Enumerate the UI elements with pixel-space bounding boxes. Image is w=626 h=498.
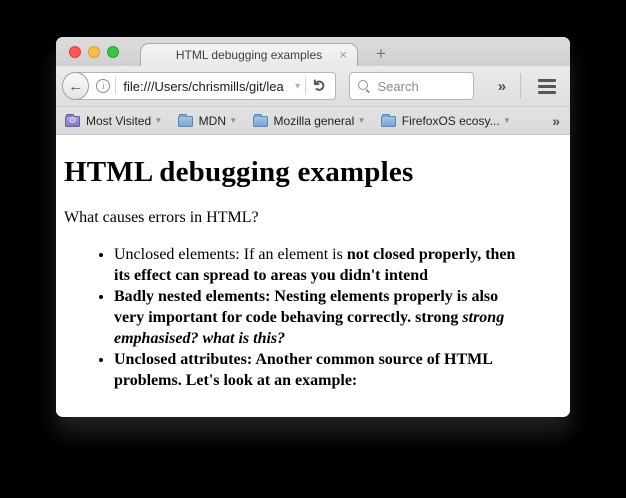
reload-icon[interactable]: ↻	[312, 78, 330, 93]
window-controls	[69, 46, 119, 58]
tab-bar	[56, 37, 570, 66]
bookmark-label: FirefoxOS ecosy...	[401, 113, 500, 128]
bookmarks-overflow-button[interactable]: »	[552, 112, 558, 129]
bookmark-label: Most Visited	[86, 113, 152, 128]
minimize-window-button[interactable]	[88, 46, 100, 58]
navigation-toolbar	[56, 66, 570, 107]
bookmark-most-visited[interactable]	[65, 114, 161, 128]
chevron-down-icon: ▾	[359, 115, 364, 125]
list-item-bold-text: Unclosed attributes: Another common source of HTML problems. Let's look at an example:	[114, 351, 493, 389]
toolbar-overflow-button[interactable]: »	[497, 77, 505, 95]
intro-paragraph: What causes errors in HTML?	[64, 209, 259, 226]
list-item-bold-italic-text: strong emphasised? what is this?	[114, 309, 505, 347]
list-item-text: Unclosed elements: If an element is	[114, 246, 347, 263]
close-window-button[interactable]	[69, 46, 81, 58]
smart-folder-icon	[65, 116, 80, 127]
back-arrow-icon: ←	[68, 77, 84, 95]
menu-icon[interactable]	[521, 79, 562, 94]
search-icon	[358, 80, 371, 93]
page-content	[56, 135, 570, 416]
tab-title: HTML debugging examples	[175, 48, 323, 62]
list-item-bold-text: Badly nested elements: Nesting elements properly is also very important for code behaving correctly. strong	[114, 288, 499, 326]
search-input[interactable]	[349, 72, 474, 100]
chevron-down-icon: ▾	[504, 115, 510, 125]
zoom-window-button[interactable]	[107, 46, 119, 58]
address-bar[interactable]	[75, 72, 335, 100]
bookmark-mozilla-general[interactable]	[253, 114, 364, 128]
folder-icon	[381, 116, 396, 127]
chevron-down-icon: ▾	[156, 115, 161, 125]
new-tab-button[interactable]: +	[376, 44, 386, 63]
bookmark-mdn[interactable]	[178, 114, 236, 128]
url-text[interactable]: file:///Users/chrismills/git/lea	[123, 78, 284, 94]
search-placeholder: Search	[377, 78, 419, 94]
chevron-down-icon: ▾	[231, 115, 236, 125]
address-bar-divider	[305, 77, 306, 95]
page-info-icon[interactable]: i	[96, 79, 110, 93]
folder-icon	[253, 116, 268, 127]
browser-tab[interactable]	[140, 43, 358, 66]
page-title: HTML debugging examples	[64, 156, 414, 188]
list-item	[114, 349, 532, 391]
bookmark-firefoxos-ecosystem[interactable]	[381, 114, 509, 128]
list-item	[114, 286, 532, 349]
folder-icon	[178, 116, 193, 127]
address-bar-divider	[115, 77, 116, 95]
url-dropdown-icon[interactable]: ▾	[295, 80, 301, 92]
browser-window	[56, 37, 570, 417]
bookmark-label: Mozilla general	[273, 113, 355, 128]
error-list	[64, 244, 532, 391]
close-tab-icon[interactable]: ×	[339, 47, 347, 62]
bookmark-label: MDN	[198, 113, 226, 128]
list-item	[114, 244, 532, 286]
list-item-bold-text: not closed properly, then its effect can spread to areas you didn't intend	[114, 246, 516, 284]
bookmarks-bar	[56, 107, 570, 135]
